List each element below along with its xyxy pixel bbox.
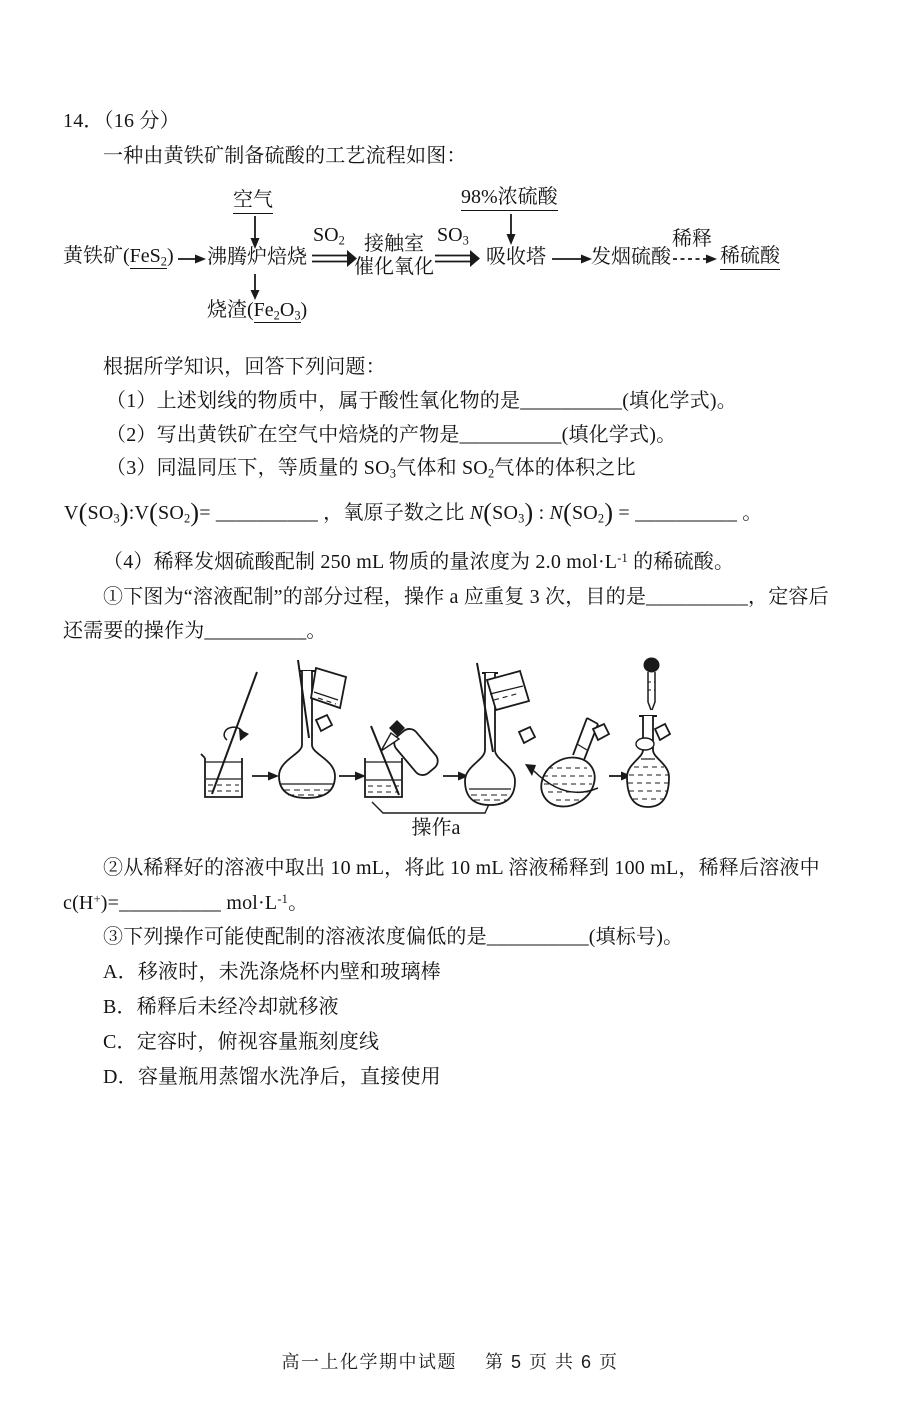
question-4-sub1-cont: 还需要的操作为__________。 — [63, 620, 327, 642]
question-3: （3）同温同压下，等质量的 $SO_3$气体和 $SO_2$气体的体积之比 — [106, 457, 636, 481]
flow-roasting-label: 沸腾炉焙烧 — [207, 246, 307, 268]
flow-catalytic-oxidation-label: 催化氧化 — [354, 256, 434, 278]
flow-contact-room-label: 接触室 — [364, 233, 424, 255]
flow-so3-label: $SO_3$ — [437, 224, 469, 248]
flow-absorption-tower-label: 吸收塔 — [486, 246, 546, 268]
flow-dilute-acid-label: 稀硫酸 — [720, 245, 780, 270]
operation-a-bracket — [372, 802, 490, 813]
flow-concentrated-acid-label: 98%浓硫酸 — [461, 186, 558, 211]
step-arrow-2 — [339, 772, 366, 781]
question-4-sub1: ①下图为“溶液配制”的部分过程，操作 a 应重复 3 次，目的是__________，定容后 — [103, 586, 829, 608]
volumetric-flask-rinse-icon — [465, 663, 535, 805]
flow-contact-room-block — [351, 233, 437, 279]
question-1: （1）上述划线的物质中，属于酸性氧化物的是__________(填化学式)。 — [106, 390, 737, 412]
footer-page-indicator: 第 5 页 共 6 页 — [484, 1352, 619, 1372]
option-a: A．移液时，未洗涤烧杯内壁和玻璃棒 — [103, 961, 441, 983]
intro-text: 一种由黄铁矿制备硫酸的工艺流程如图： — [103, 145, 467, 167]
question-4-sub3: ③下列操作可能使配制的溶液浓度偏低的是__________(填标号)。 — [103, 926, 684, 948]
question-number: 14．（16 分） — [63, 110, 180, 132]
page-footer — [0, 1348, 900, 1374]
flow-residue-label: 烧渣$(Fe_2O_3)$ — [207, 299, 308, 323]
question-4-sub2: ②从稀释好的溶液中取出 10 mL，将此 10 mL 溶液稀释到 100 mL，稀释后溶液中 — [103, 857, 820, 879]
flow-oleum-label: 发烟硫酸 — [591, 246, 671, 268]
flow-air-label: 空气 — [233, 189, 273, 214]
volumetric-flask-transfer-icon — [279, 660, 346, 798]
option-b: B．稀释后未经冷却就移液 — [103, 996, 339, 1018]
question-4: （4）稀释发烟硫酸配制 250 mL 物质的量浓度为 2.0 $mol\cdot L^{-1}$ 的稀硫酸。 — [103, 550, 735, 573]
step-arrow-1 — [252, 772, 279, 781]
flow-dilute-label: 稀释 — [672, 228, 712, 250]
question-3-formula: $V(SO_3):V(SO_2)=$ __________ ，氧原子数之比 $N(SO_3)$ : $N(SO_2)$ = __________ 。 — [64, 498, 763, 527]
question-4-sub2-cont: c(H+)=__________ $mol\cdot L^{-1}$。 — [63, 891, 309, 914]
volumetric-flask-dropper-icon — [627, 658, 670, 808]
flow-pyrite-label: 黄铁矿(FeS$_2$) — [63, 245, 174, 269]
tilted-flask-mixing-icon — [525, 718, 609, 816]
option-c: C．定容时，俯视容量瓶刻度线 — [103, 1031, 380, 1053]
solution-preparation-diagram — [168, 652, 708, 842]
beaker-with-stirring-rod-icon — [201, 672, 257, 797]
flow-so2-label: $SO_2$ — [313, 224, 345, 248]
footer-exam-title: 高一上化学期中试题 — [281, 1352, 457, 1372]
prompt-text: 根据所学知识，回答下列问题： — [103, 356, 386, 378]
operation-a-label: 操作a — [411, 817, 461, 839]
option-d: D．容量瓶用蒸馏水洗净后，直接使用 — [103, 1066, 441, 1088]
question-2: （2）写出黄铁矿在空气中焙烧的产物是__________(填化学式)。 — [106, 424, 677, 446]
